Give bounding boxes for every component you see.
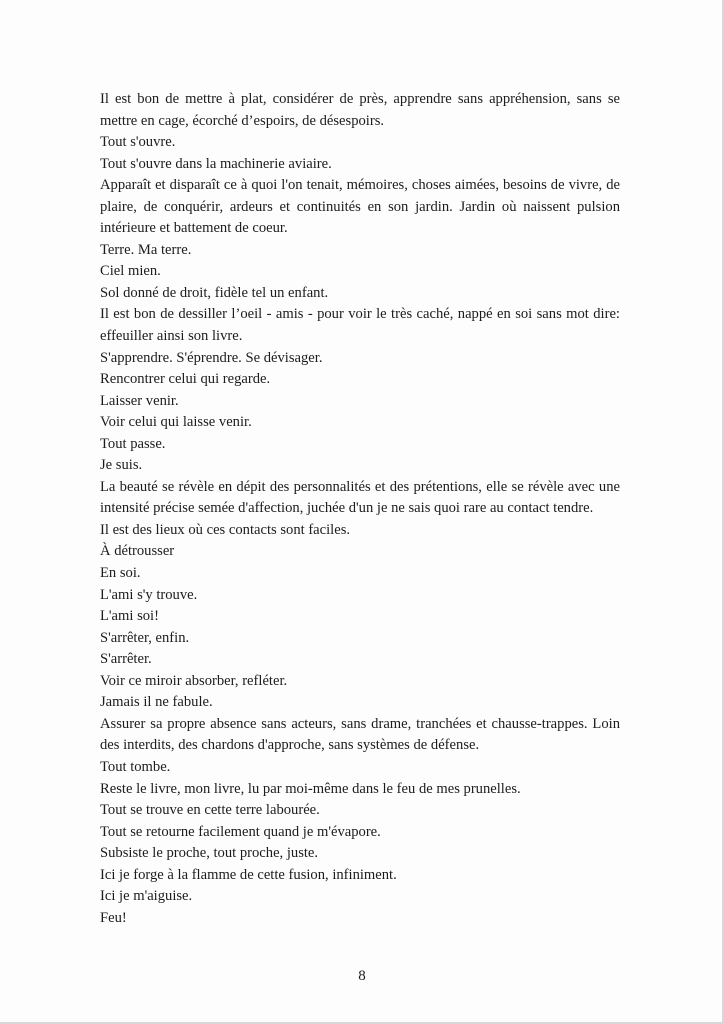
text-line: Apparaît et disparaît ce à quoi l'on tenait, mémoires, choses aimées, besoins de vivre, de <box>100 177 620 194</box>
text-line: Ici je m'aiguise. <box>100 888 193 905</box>
text-line: Ciel mien. <box>100 263 161 280</box>
text-line: À détrousser <box>100 543 175 560</box>
text-line: Subsiste le proche, tout proche, juste. <box>100 845 319 862</box>
text-line: des interdits, des chardons d'approche, sans systèmes de défense. <box>100 737 480 754</box>
text-line: La beauté se révèle en dépit des personnalités et des prétentions, elle se révèle avec une <box>100 478 620 495</box>
text-line: Tout tombe. <box>100 758 171 775</box>
text-line: Sol donné de droit, fidèle tel un enfant. <box>100 284 329 301</box>
text-line: Feu! <box>100 909 127 926</box>
text-line: intérieure et battement de coeur. <box>100 220 288 237</box>
text-line: S'arrêter, enfin. <box>100 629 190 646</box>
text-line: Terre. Ma terre. <box>100 241 192 258</box>
text-line: mettre en cage, écorché d’espoirs, de désespoirs. <box>100 112 385 129</box>
text-line: Voir celui qui laisse venir. <box>100 414 252 431</box>
text-line: plaire, de conquérir, ardeurs et continuités en son jardin. Jardin où naissent pulsion <box>100 198 620 215</box>
text-line: Je suis. <box>100 457 143 474</box>
text-line: Laisser venir. <box>100 392 179 409</box>
text-line: Jamais il ne fabule. <box>100 694 213 711</box>
text-line: Il est bon de dessiller l’oeil - amis - pour voir le très caché, nappé en soi sans mot dire: <box>100 306 620 323</box>
text-line: L'ami soi! <box>100 608 159 625</box>
text-line: effeuiller ainsi son livre. <box>100 328 243 345</box>
text-line: Tout s'ouvre. <box>100 134 176 151</box>
text-line: S'arrêter. <box>100 651 152 668</box>
page-number: 8 <box>358 968 366 984</box>
text-line: Tout se trouve en cette terre labourée. <box>100 802 320 819</box>
text-line: Assurer sa propre absence sans acteurs, sans drame, tranchées et chausse-trappes. Loin <box>100 715 620 732</box>
text-line: Il est bon de mettre à plat, considérer de près, apprendre sans appréhension, sans se <box>100 91 620 107</box>
text-line: intensité précise semée d'affection, juchée d'un je ne sais quoi rare au contact tendre. <box>100 500 594 517</box>
text-line: Ici je forge à la flamme de cette fusion, infiniment. <box>100 866 397 883</box>
text-line: S'apprendre. S'éprendre. Se dévisager. <box>100 349 323 366</box>
text-line: Tout passe. <box>100 435 166 452</box>
text-line: En soi. <box>100 565 141 582</box>
text-line: Tout se retourne facilement quand je m'évapore. <box>100 823 381 840</box>
text-line: Il est des lieux où ces contacts sont faciles. <box>100 521 351 538</box>
poem-text <box>100 89 620 929</box>
text-line: Rencontrer celui qui regarde. <box>100 371 271 388</box>
text-line: Tout s'ouvre dans la machinerie aviaire. <box>100 155 332 172</box>
text-line: L'ami s'y trouve. <box>100 586 198 603</box>
text-line: Voir ce miroir absorber, refléter. <box>100 672 288 689</box>
text-line: Reste le livre, mon livre, lu par moi-même dans le feu de mes prunelles. <box>100 780 521 797</box>
